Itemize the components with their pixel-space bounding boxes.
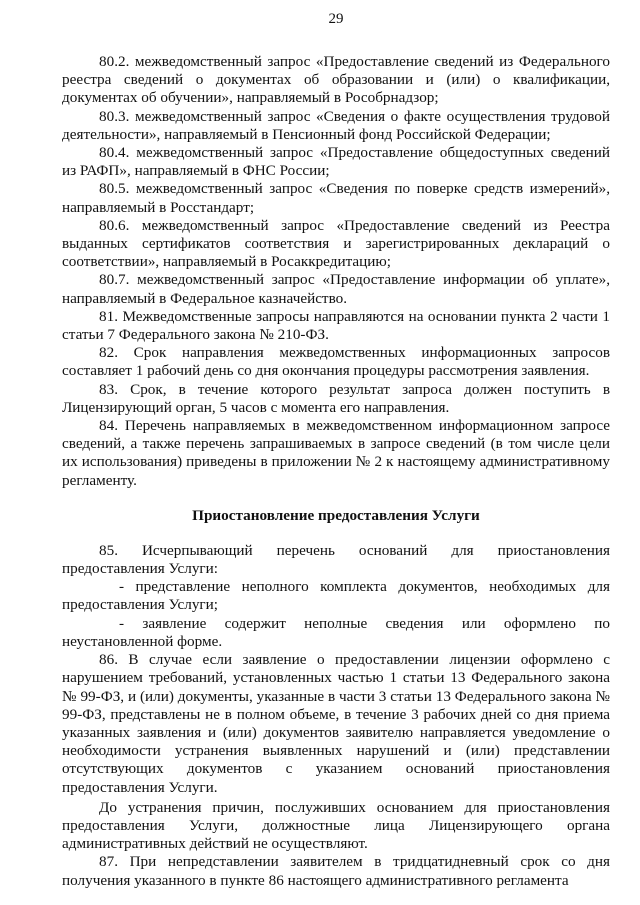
page-number: 29 bbox=[328, 11, 344, 27]
paragraph-86: 86. В случае если заявление о предоставлении лицензии оформлено с нарушением требований, установленных частью 1 статьи 13 Федерального закона № 99-ФЗ, и (или) документы, указанные в части 3 статьи 13 Федерального закона № 99-ФЗ, представлены не в полном объеме, в течение 3 рабочих дней со дня приема указанных заявления и (или) документов заявителю направляется уведомление о необходимости устранения выявленных нарушений и (или) представлении отсутствующих документов с указанием оснований приостановления предоставления Услуги. bbox=[62, 651, 610, 796]
paragraph-80-3: 80.3. межведомственный запрос «Сведения о факте осуществления трудовой деятельности», направляемый в Пенсионный фонд Российской Федерации; bbox=[62, 107, 610, 143]
paragraph-80-7: 80.7. межведомственный запрос «Предоставление информации об уплате», направляемый в Федеральное казначейство. bbox=[62, 271, 610, 307]
paragraph-83: 83. Срок, в течение которого результат запроса должен поступить в Лицензирующий орган, 5 часов с момента его направления. bbox=[62, 380, 610, 416]
section-heading: Приостановление предоставления Услуги bbox=[192, 506, 480, 524]
paragraph-81: 81. Межведомственные запросы направляются на основании пункта 2 части 1 статьи 7 Федерального закона № 210-ФЗ. bbox=[62, 307, 610, 344]
list-item-incomplete-application: - заявление содержит неполные сведения или оформлено по неустановленной форме. bbox=[62, 614, 610, 650]
paragraph-80-6: 80.6. межведомственный запрос «Предоставление сведений из Реестра выданных сертификатов соответствия и зарегистрированных деклараций о соответствии», направляемый в Росаккредитацию; bbox=[62, 216, 610, 271]
paragraph-82: 82. Срок направления межведомственных информационных запросов составляет 1 рабочий день со дня окончания процедуры рассмотрения заявления. bbox=[62, 344, 610, 380]
list-item-incomplete-documents: - представление неполного комплекта документов, необходимых для предоставления Услуги; bbox=[62, 578, 610, 614]
paragraph-80-4: 80.4. межведомственный запрос «Предоставление общедоступных сведений из РАФП», направляемый в ФНС России; bbox=[62, 144, 610, 180]
paragraph-80-5: 80.5. межведомственный запрос «Сведения по поверке средств измерений», направляемый в Росстандарт; bbox=[62, 180, 610, 216]
paragraph-86-continuation: До устранения причин, послуживших основанием для приостановления предоставления Услуги, должностные лица Лицензирующего органа административных действий не осуществляют. bbox=[62, 798, 610, 853]
paragraph-80-2: 80.2. межведомственный запрос «Предоставление сведений из Федерального реестра сведений о документах об образовании и (или) о квалификации, документах об обучении», направляемый в Рособрнадзор; bbox=[62, 53, 610, 107]
paragraph-85: 85. Исчерпывающий перечень оснований для приостановления предоставления Услуги: bbox=[62, 541, 610, 578]
paragraph-87: 87. При непредставлении заявителем в тридцатидневный срок со дня получения указанного в пункте 86 настоящего административного регламента bbox=[62, 853, 610, 889]
paragraph-84: 84. Перечень направляемых в межведомственном информационном запросе сведений, а также перечень запрашиваемых в запросе сведений (в том числе цели их использования) приведены в приложении № 2 к настоящему административному регламенту. bbox=[62, 417, 610, 489]
document-page bbox=[62, 10, 610, 900]
